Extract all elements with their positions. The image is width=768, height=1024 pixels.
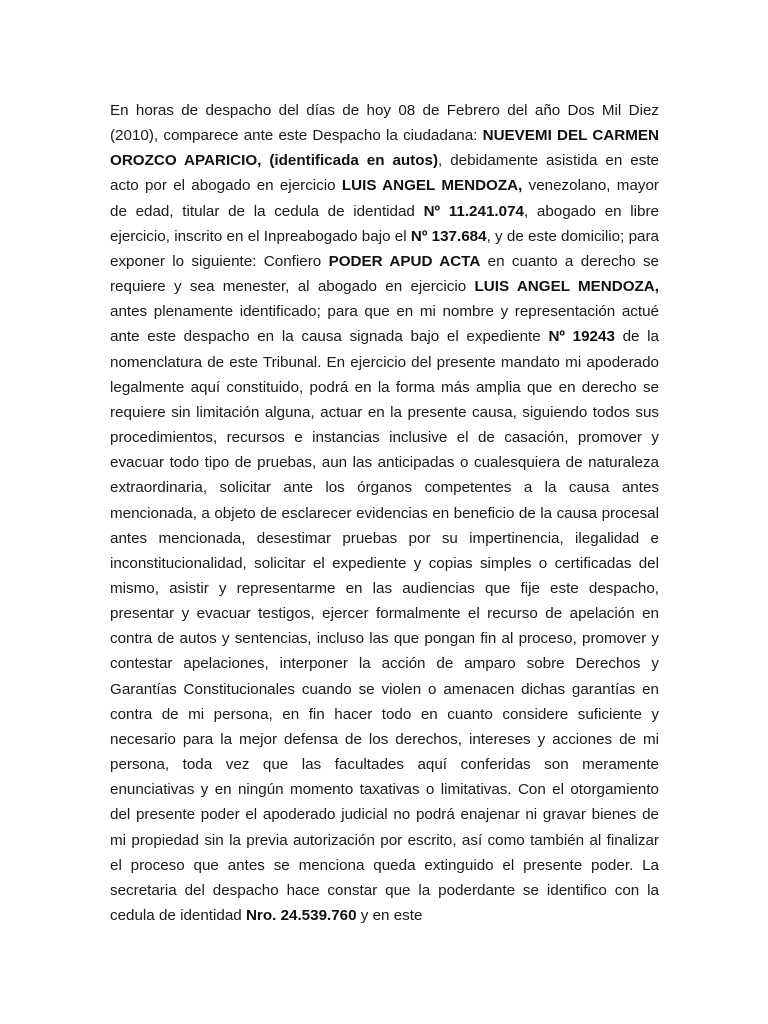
- text-segment: , abogado en libre ejercicio, inscrito en el Inpreabogado bajo el: [110, 202, 659, 245]
- bold-text-segment: LUIS ANGEL MENDOZA,: [341, 177, 523, 195]
- text-segment: de la nomenclatura de este Tribunal. En ejercicio del presente mandato mi apoderado legalmente aquí constituido, podrá en la forma más amplia que en derecho se requiere sin limitación alguna, actuar en la presente causa, siguiendo todos sus procedimientos, recursos e instancias inclusive el de casación, promover y evacuar todo tipo de pruebas, aun las anticipadas o cualesquiera de naturaleza extraordinaria, solicitar ante los órganos competentes a la causa antes mencionada, a objeto de esclarecer evidencias en beneficio de la causa procesal antes mencionada, desestimar pruebas por su impertinencia, ilegalidad e inconstitucionalidad, solicitar el expediente y copias simples o certificadas del mismo, asistir y representarme en las audiencias que fije este despacho, presentar y evacuar testigos, ejercer formalmente el recurso de apelación en contra de autos y sentencias, incluso las que pongan fin al proceso, promover y contestar apelaciones, interponer la acción de amparo sobre Derechos y Garantías Constitucionales cuando se violen o amenacen dichas garantías en contra de mi persona, en fin hacer todo en cuanto considere suficiente y necesario para la mejor defensa de los derechos, intereses y acciones de mi persona, toda vez que las facultades aquí conferidas son meramente enunciativas y en ningún momento taxativas o limitativas. Con el otorgamiento del presente poder el apoderado judicial no podrá enajenar ni gravar bienes de mi propiedad sin la previa autorización por escrito, así como también al finalizar el proceso que antes se menciona queda extinguido el presente poder. La secretaria del despacho hace constar que la poderdante se identifico con la cedula de identidad: [110, 328, 660, 924]
- text-segment: venezolano, mayor de edad, titular de la cedula de identidad: [110, 177, 659, 220]
- text-segment: antes plenamente identificado; para que en mi nombre y representación actué ante este despacho en la causa signada bajo el expediente: [110, 303, 659, 346]
- bold-text-segment: NUEVEMI DEL CARMEN OROZCO APARICIO, (identificada en autos): [110, 127, 660, 170]
- text-segment: En horas de despacho del días de hoy 08 de Febrero del año Dos Mil Diez (2010), comparece ante este Despacho la ciudadana:: [110, 102, 659, 145]
- bold-text-segment: LUIS ANGEL MENDOZA,: [474, 278, 659, 296]
- bold-text-segment: Nº 11.241.074: [423, 202, 524, 220]
- bold-text-segment: PODER APUD ACTA: [328, 252, 481, 270]
- bold-text-segment: Nº 19243: [548, 328, 615, 346]
- text-segment: , y de este domicilio; para exponer lo siguiente: Confiero: [110, 227, 659, 270]
- text-segment: y en este: [356, 907, 423, 924]
- document-body-paragraph: [110, 98, 659, 928]
- bold-text-segment: Nº 137.684: [410, 227, 487, 245]
- text-segment: en cuanto a derecho se requiere y sea menester, al abogado en ejercicio: [110, 252, 659, 296]
- text-segment: , debidamente asistida en este acto por el abogado en ejercicio: [110, 152, 659, 195]
- bold-text-segment: Nro. 24.539.760: [245, 907, 357, 924]
